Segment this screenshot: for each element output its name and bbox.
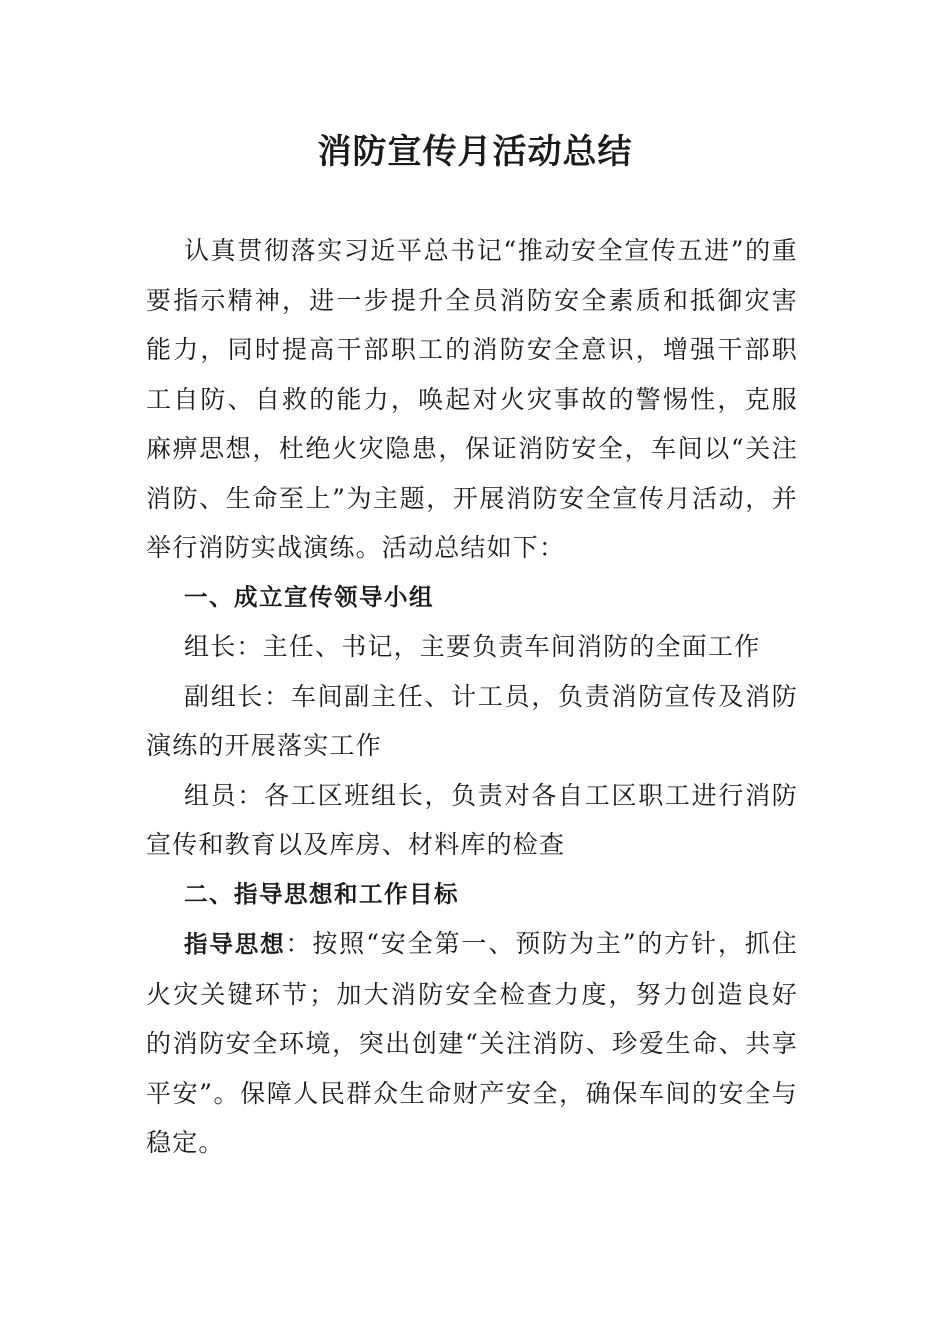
document-body <box>146 226 798 1168</box>
guiding-thought-text: ：按照“安全第一、预防为主”的方针，抓住火灾关键环节；加大消防安全检查力度，努力创造良好的消防安全环境，突出创建“关注消防、珍爱生命、共享平安”。保障人民群众生命财产安全，确保车间的安全与稳定。 <box>146 929 798 1157</box>
guiding-thought-label: 指导思想 <box>184 930 286 958</box>
group-leader-paragraph: 组长：主任、书记，主要负责车间消防的全面工作 <box>184 632 761 661</box>
section-heading-2: 二、指导思想和工作目标 <box>184 879 459 908</box>
intro-paragraph: 认真贯彻落实习近平总书记“推动安全宣传五进”的重要指示精神，进一步提升全员消防安全素质和抵御灾害能力，同时提高干部职工的消防安全意识，增强干部职工自防、自救的能力，唤起对火灾事故的警惕性，克服麻痹思想，杜绝火灾隐患，保证消防安全，车间以“关注消防、生命至上”为主题，开展消防安全宣传月活动，并举行消防实战演练。活动总结如下： <box>146 236 798 562</box>
document-title: 消防宣传月活动总结 <box>317 132 633 172</box>
group-members-paragraph: 组员：各工区班组长，负责对各自工区职工进行消防宣传和教育以及库房、材料库的检查 <box>146 780 798 859</box>
section-heading-1: 一、成立宣传领导小组 <box>184 582 434 611</box>
guiding-thought-paragraph <box>146 919 798 1168</box>
deputy-leader-paragraph: 副组长：车间副主任、计工员，负责消防宣传及消防演练的开展落实工作 <box>146 681 798 760</box>
